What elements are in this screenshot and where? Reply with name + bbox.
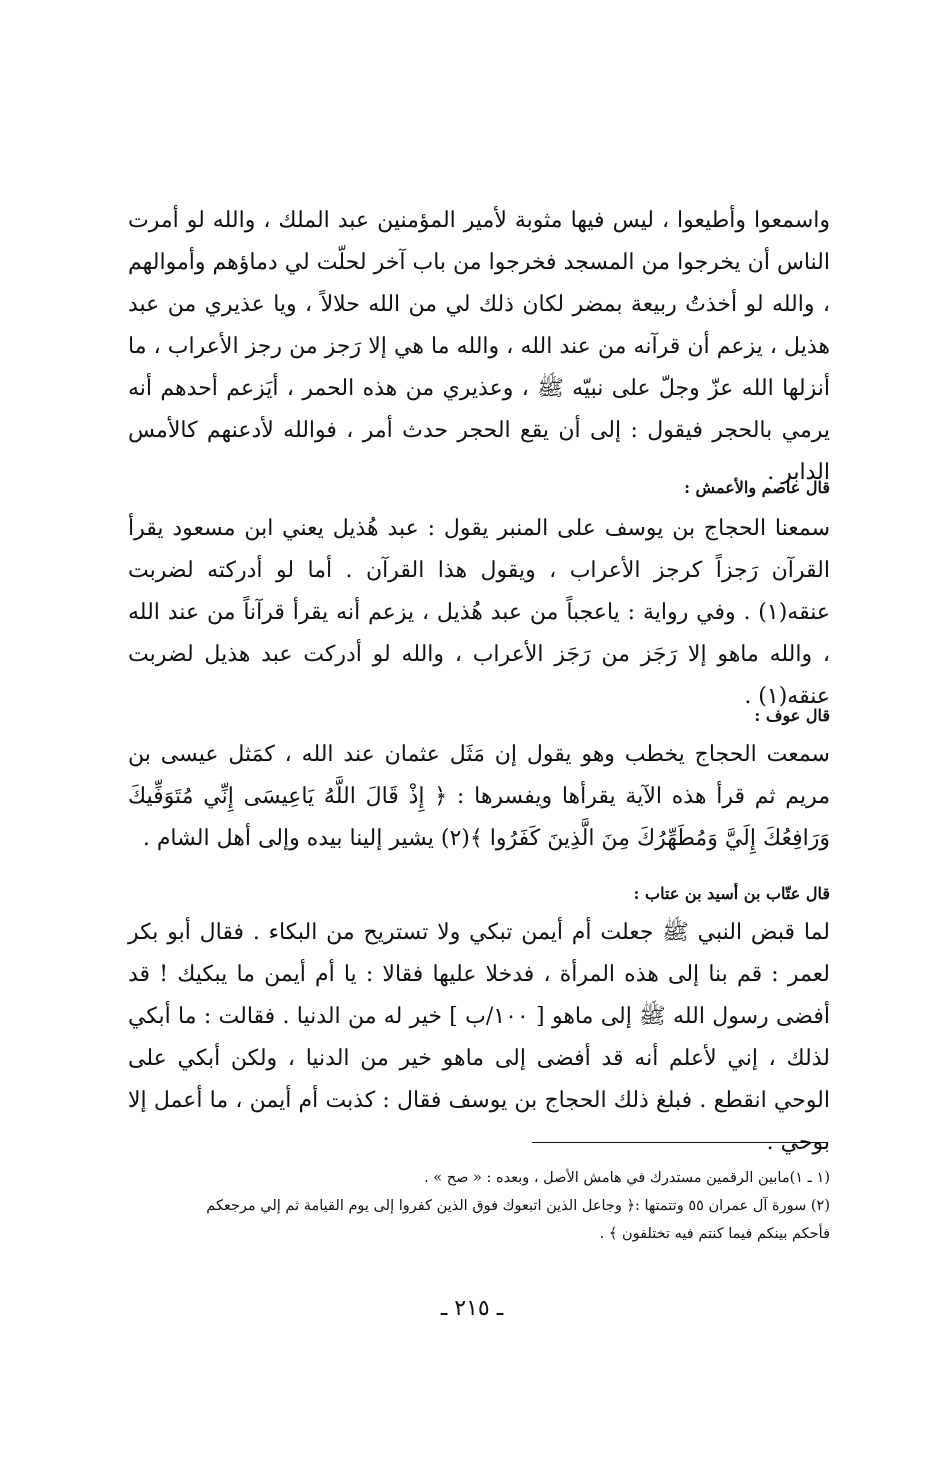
opening-paragraph: واسمعوا وأطيعوا ، ليس فيها مثوبة لأمير المؤمنين عبد الملك ، والله لو أمرت الناس أن يخرجوا من المسجد فخرجوا من باب آخر لحلّت لي دماؤهم وأموالهم ، والله لو أخذتُ ربيعة بمضر لكان ذلك لي من الله حلالاً ، ويا عذيري من عبد هذيل ، يزعم أن قرآنه من عند الله ، والله ما هي إلا رَجز من رجز الأعراب ، ما أنزلها الله عزّ وجلّ على نبيّه ﷺ ، وعذيري من هذه الحمر ، أيَزعم أحدهم أنه يرمي بالحجر فيقول : إلى أن يقع الحجر حدث أمر ، فوالله لأدعنهم كالأمس الدابر .: [128, 208, 830, 485]
heading-attab: قال عتّاب بن أسيد بن عتاب :: [633, 884, 830, 903]
page-number: ـ ٢١٥ ـ: [440, 1296, 504, 1321]
asim-paragraph: سمعنا الحجاج بن يوسف على المنبر يقول : عبد هُذيل يعني ابن مسعود يقرأ القرآن رَجزاً كرجز الأعراب ، ويقول هذا القرآن . أما لو أدركته لضربت عنقه(١) . وفي رواية : ياعجباً من عبد هُذيل ، يزعم أنه يقرأ قرآناً من عند الله ، والله ماهو إلا رَجَز من رَجَز الأعراب ، والله لو أدركت عبد هذيل لضربت عنقه(١) .: [128, 516, 830, 709]
heading-asim-and-amash: قال عاصم والأعمش :: [684, 478, 830, 497]
heading-awf: قال عوف :: [754, 706, 830, 725]
awf-paragraph: سمعت الحجاج يخطب وهو يقول إن مَثَل عثمان عند الله ، كمَثل عيسى بن مريم ثم قرأ هذه الآية يقرأها ويفسرها : ﴿ إِذْ قَالَ اللَّهُ يَاعِيسَى إِنِّي مُتَوَفِّيكَ وَرَافِعُكَ إِلَيَّ وَمُطَهِّرُكَ مِنَ الَّذِينَ كَفَرُوا ﴾(٢) يشير إلينا بيده وإلى أهل الشام .: [128, 742, 830, 851]
footnote-separator: [532, 1142, 828, 1143]
footnote-1: (١ ـ ١)مابين الرقمين مستدرك في هامش الأصل ، وبعده : « صح » .: [424, 1170, 830, 1186]
attab-paragraph: لما قبض النبي ﷺ جعلت أم أيمن تبكي ولا تستريح من البكاء . فقال أبو بكر لعمر : قم بنا إلى هذه المرأة ، فدخلا عليها فقالا : يا أم أيمن ما يبكيك ! قد أفضى رسول الله ﷺ إلى ماهو [ ١٠٠/ب ] خير له من الدنيا . فقالت : ما أبكي لذلك ، إني لأعلم أنه قد أفضى إلى ماهو خير من الدنيا ، ولكن أبكي على الوحي انقطع . فبلغ ذلك الحجاج بن يوسف فقال : كذبت أم أيمن ، ما أعمل إلا بوحي .: [128, 920, 831, 1155]
footnotes: [128, 1164, 830, 1248]
footnote-2-line-1: (٢) سورة آل عمران ٥٥ وتتمتها :﴿ وجاعل الذين اتبعوك فوق الذين كفروا إلى يوم القيامة ثم إلي مرجعكم: [206, 1198, 830, 1214]
footnote-2-line-2: فأحكم بينكم فيما كنتم فيه تختلفون ﴾ .: [599, 1226, 830, 1242]
